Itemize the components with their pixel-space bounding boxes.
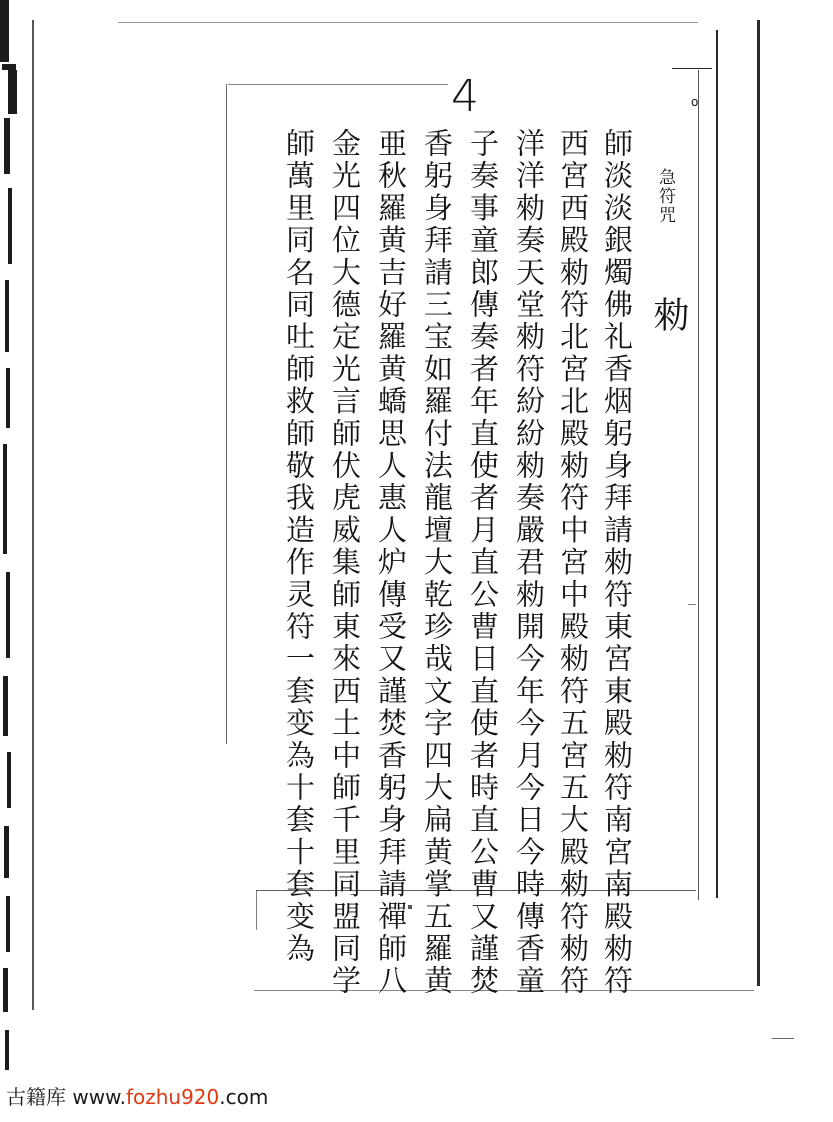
binding-edge-mark — [4, 826, 9, 878]
text-column-7: 金光四位大德定光言師伏虎威集師東來西土中師千里同盟同学 — [328, 128, 362, 998]
speck — [408, 905, 412, 909]
site-watermark — [6, 1084, 268, 1110]
binding-edge-mark — [7, 752, 11, 808]
binding-edge-mark — [8, 188, 12, 264]
binding-edge-mark — [8, 70, 17, 114]
talisman-heading: 勑 — [648, 296, 689, 332]
text-column-4: 子奏事童郎傳奏者年直使者月直公曹日直使者時直公曹又謹焚 — [466, 128, 500, 998]
bottom-short-line — [256, 890, 257, 930]
speck — [688, 604, 696, 605]
binding-edge-mark — [32, 20, 34, 1010]
binding-edge-mark — [4, 118, 10, 174]
top-rule-right — [672, 68, 712, 69]
page-right-edge-line — [716, 30, 718, 898]
talisman-subtitle: 急符咒 — [655, 168, 675, 225]
page-number: 4 — [451, 71, 479, 122]
text-column-3: 洋洋勑奏天堂勑符紛紛勑奏嚴君勑開今年今月今日今時傳香童 — [512, 128, 546, 998]
watermark-site-name: 古籍库 — [6, 1085, 66, 1109]
corner-stroke — [772, 1038, 794, 1039]
page-left-edge-line — [226, 84, 227, 744]
binding-edge-mark — [3, 444, 7, 554]
binding-edge-mark — [5, 1030, 9, 1070]
binding-edge-mark — [6, 368, 10, 428]
back-page-right-edge — [757, 20, 760, 986]
watermark-url-prefix: www. — [72, 1085, 126, 1109]
binding-edge-mark — [6, 896, 10, 952]
corner-mark: o — [691, 95, 699, 109]
watermark-url-domain: fozhu920 — [125, 1085, 220, 1109]
page-fold-line — [698, 70, 699, 900]
binding-edge-mark — [6, 572, 10, 658]
text-column-1: 師淡淡銀燭佛礼香烟躬身拜請勑符東宮東殿勑符南宮南殿勑符 — [600, 128, 634, 998]
text-column-6: 亜秋羅黄吉好羅黄蟜思人惠人炉傳受又謹焚香躬身拜請禪師八 — [374, 128, 408, 998]
text-column-5: 香躬身拜請三宝如羅付法龍壇大乾珍哉文字四大扁黄掌五羅黄 — [420, 128, 454, 998]
text-column-8: 師萬里同名同吐師救師敬我造作灵符一套变為十套十套变為 — [282, 128, 316, 966]
binding-edge-mark — [5, 280, 9, 352]
top-rule-left — [228, 84, 448, 85]
watermark-url-suffix: .com — [219, 1085, 269, 1109]
binding-edge-mark — [3, 968, 8, 1012]
binding-edge-mark — [0, 0, 9, 62]
text-column-2: 西宮西殿勑符北宮北殿勑符中宮中殿勑符五宮五大殿勑符勑符 — [556, 128, 590, 998]
top-frame-line — [118, 22, 698, 23]
binding-edge-mark — [3, 676, 8, 736]
